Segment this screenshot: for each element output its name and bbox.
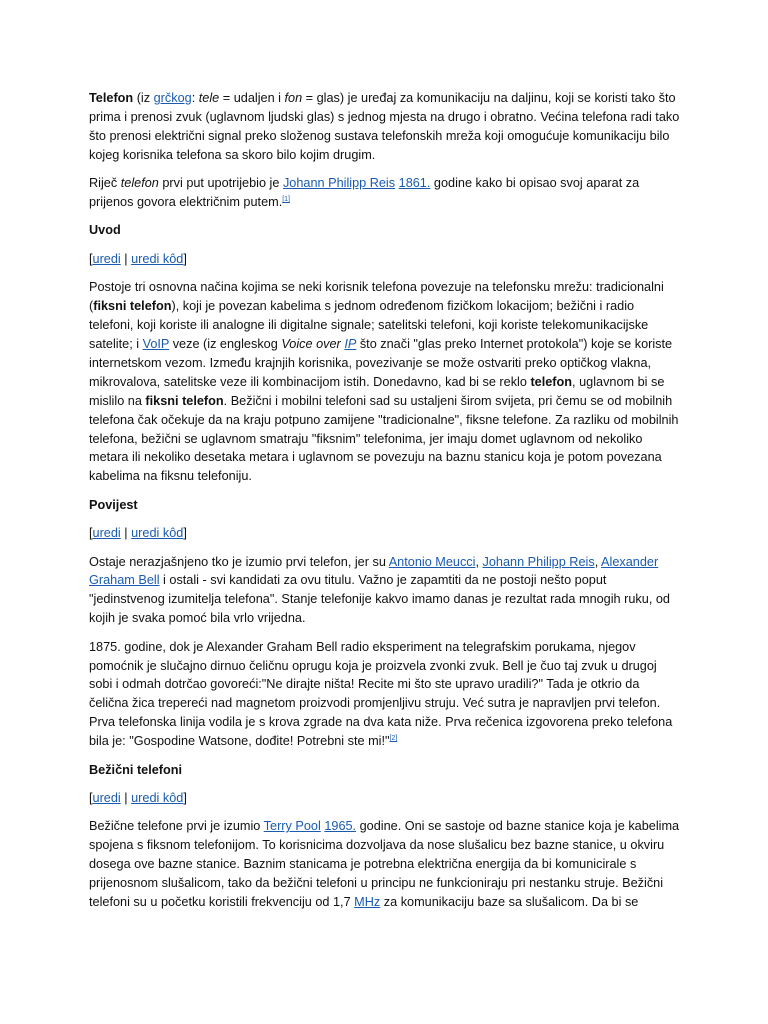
edit-link[interactable]: uredi	[92, 251, 121, 266]
term-telefon: Telefon	[89, 91, 134, 105]
intro-paragraph: Telefon (iz grčkog: tele = udaljen i fon = glas) je uređaj za komunikaciju na daljinu, koji se koristi tako što prima i prenosi zvuk (uglavnom ljudski glas) s jednog mjesta na drugo i obratno. Većina telefona radi tako što prenosi električni signal preko složenog sustava telefonskih mreža koji omogućuje komunikaciju bilo kojeg korisnika telefona sa skoro bilo kojim drugim.	[89, 91, 680, 162]
link-1965[interactable]: 1965.	[324, 819, 357, 834]
reference-1[interactable]: [1]	[282, 195, 291, 203]
section-heading-bezicni-telefoni: Bežični telefoni	[89, 762, 183, 777]
edit-source-link[interactable]: uredi kôd	[131, 251, 184, 266]
uvod-paragraph: Postoje tri osnovna načina kojima se neki korisnik telefona povezuje na telefonsku mrežu: tradicionalni (fiksni telefon), koji je povezan kabelima s jednom određenom fizičkom lokacijom; bežični i radio telefoni, koji koriste ili analogne ili digitalne signale; satelitski telefoni, koji koriste telekomunikacijske satelite; i VoIP veze (iz engleskog Voice over IP što znači "glas preko Internet protokola") koje se koriste internetskom vezom. Između krajnjih korisnika, povezivanje se može ostvariti preko optičkog vlakna, mikrovalova, satelitske veze ili kombinacijom istih. Donedavno, kad bi se reklo telefon, uglavnom bi se mislilo na fiksni telefon. Bežični i mobilni telefoni sad su ustaljeni širom svijeta, pri čemu se od mobilnih telefona čak očekuje da na kraju potpuno zamijene "tradicionalne", fiksne telefone. Za razliku od mobilnih telefona, bežični se uglavnom smatraju "fiksnim" telefonima, jer imaju domet uglavnom od nekoliko metara ili nekoliko desetaka metara i uglavnom se povezuju na baznu stanicu koja je potom povezana kabelima na fiksnu telefoniju.	[89, 280, 679, 484]
bezicni-paragraph: Bežične telefone prvi je izumio Terry Pool 1965. godine. Oni se sastoje od bazne stanice koja je kabelima spojena s fiksnom telefonijom. To korisnicima dozvoljava da nose slušalicu bez bazne stanice, u okviru dosega ove bazne stanice. Baznim stanicama je potrebna električna energija da bi komunicirale s prijenosnom slušalicom, tako da bežični telefoni u principu ne funkcioniraju pri nestanku struje. Bežični telefoni su u početku koristili frekvenciju od 1,7 MHz za komunikaciju baze sa slušalicom. Da bi se	[89, 819, 680, 910]
povijest-paragraph-2: 1875. godine, dok je Alexander Graham Bell radio eksperiment na telegrafskim porukama, njegov pomoćnik je slučajno dirnuo čeličnu oprugu koja je proizvela zvonki zvuk. Bell je čuo taj zvuk u drugoj sobi i odmah dotrčao govoreći:"Ne dirajte ništa! Recite mi što ste upravo uradili?" Tada je otkrio da čelična žica trepereći nad magnetom proizvodi promjenljivu struju. Već sutra je napravljen prvi telefon. Prva telefonska linija vodila je s krova zgrade na dva kata niže. Prva rečenica izgovorena preko telefona bila je: "Gospodine Watsone, dođite! Potrebni ste mi!"[2]	[89, 639, 673, 749]
edit-links-bezicni: [uredi | uredi kôd]	[89, 791, 187, 805]
section-heading-povijest: Povijest	[89, 497, 138, 512]
article-body	[89, 89, 681, 921]
link-terry-pool[interactable]: Terry Pool	[263, 819, 321, 834]
link-voip[interactable]: VoIP	[142, 336, 170, 351]
edit-links-uvod: [uredi | uredi kôd]	[89, 251, 187, 266]
edit-source-link[interactable]: uredi kôd	[131, 526, 184, 541]
edit-link[interactable]: uredi	[92, 791, 121, 805]
word-origin-paragraph: Riječ telefon prvi put upotrijebio je Johann Philipp Reis 1861. godine kako bi opisao svoj aparat za prijenos govora električnim putem.[1]	[89, 176, 640, 210]
link-johann-philipp-reis[interactable]: Johann Philipp Reis	[282, 176, 396, 191]
povijest-paragraph-1: Ostaje nerazjašnjeno tko je izumio prvi telefon, jer su Antonio Meucci, Johann Philipp Reis, Alexander Graham Bell i ostali - svi kandidati za ovu titulu. Važno je zapamtiti da ne postoji nešto poput "jedinstvenog izumitelja telefona". Stanje telefonije kakvo imamo danas je rezultat rada mnogih ruku, od kojih je svaka pomoć bila vrlo vrijedna.	[89, 554, 670, 626]
link-antonio-meucci[interactable]: Antonio Meucci	[388, 554, 476, 569]
edit-link[interactable]: uredi	[92, 526, 121, 541]
link-grckog[interactable]: grčkog	[153, 91, 192, 105]
link-1861[interactable]: 1861.	[398, 176, 431, 191]
edit-source-link[interactable]: uredi kôd	[131, 791, 184, 805]
edit-links-povijest: [uredi | uredi kôd]	[89, 526, 187, 541]
link-johann-philipp-reis[interactable]: Johann Philipp Reis	[482, 554, 595, 569]
section-heading-uvod: Uvod	[89, 223, 121, 238]
link-alexander-graham-bell[interactable]: Alexander Graham Bell	[89, 554, 659, 588]
link-mhz[interactable]: MHz	[354, 895, 381, 910]
reference-2[interactable]: [2]	[389, 734, 398, 742]
link-ip[interactable]: IP	[344, 336, 357, 351]
